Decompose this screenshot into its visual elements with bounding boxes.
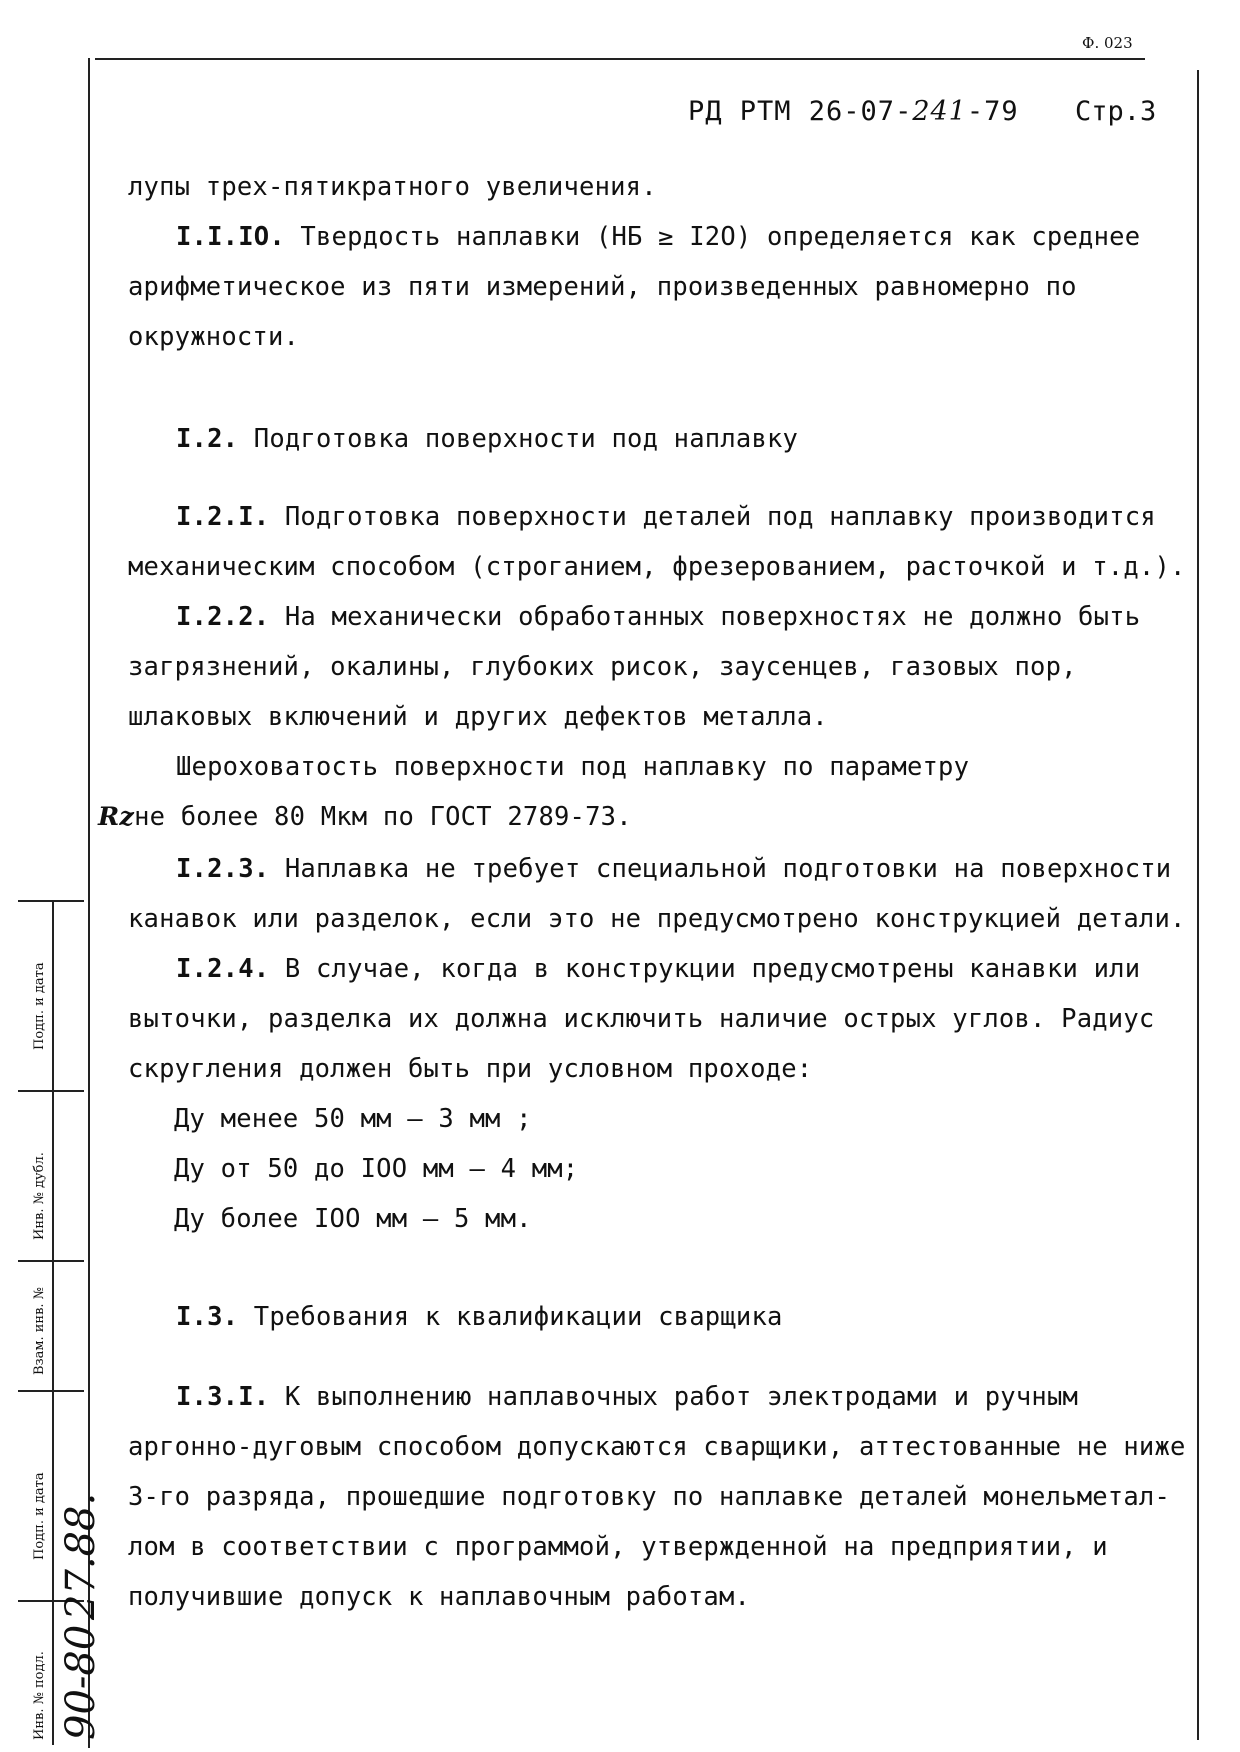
- doc-suffix: -79: [966, 96, 1019, 127]
- clause-text: Твердость наплавки (НБ ≥ I2O) определяется как среднее: [284, 222, 1141, 252]
- clause-text: К выполнению наплавочных работ электродами и ручным: [269, 1382, 1079, 1412]
- frame-top-border: [95, 58, 1145, 60]
- form-code: Ф. 023: [1082, 34, 1133, 52]
- stamp-row-border: [18, 1390, 84, 1392]
- text-line: [176, 1382, 1078, 1412]
- text-line: [176, 222, 1140, 252]
- text-line: лупы трех-пятикратного увеличения.: [128, 172, 657, 202]
- text-line: лом в соответствии с программой, утвержденной на предприятии, и: [128, 1532, 1108, 1562]
- section-heading: [176, 1302, 783, 1332]
- clause-text: не более 80 Мкм по ГОСТ 2789-73.: [134, 802, 632, 832]
- section-title: Требования к квалификации сварщика: [238, 1302, 783, 1332]
- text-line: арифметическое из пяти измерений, произведенных равномерно по: [128, 272, 1077, 302]
- text-line: Шероховатость поверхности под наплавку по параметру: [176, 752, 970, 782]
- text-line: 3-го разряда, прошедшие подготовку по наплавке деталей монельметал-: [128, 1482, 1171, 1512]
- page-number: [1075, 96, 1156, 127]
- roughness-param: Rz: [98, 802, 135, 832]
- text-line: шлаковых включений и других дефектов металла.: [128, 702, 828, 732]
- text-line: канавок или разделок, если это не предусмотрено конструкцией детали.: [128, 904, 1186, 934]
- clause-number: I.2.3.: [176, 854, 270, 884]
- text-line: [176, 602, 1140, 632]
- page-label: Стр.: [1075, 96, 1141, 127]
- clause-text: На механически обработанных поверхностях не должно быть: [269, 602, 1141, 632]
- list-item: Ду более IOO мм – 5 мм.: [174, 1204, 532, 1234]
- clause-text: Подготовка поверхности деталей под наплавку производится: [269, 502, 1156, 532]
- section-heading: [176, 424, 798, 454]
- text-line: [176, 954, 1140, 984]
- clause-text: Наплавка не требует специальной подготовки на поверхности: [269, 854, 1172, 884]
- section-number: I.3.: [176, 1302, 239, 1332]
- section-number: I.2.: [176, 424, 239, 454]
- list-item: Ду от 50 до IOO мм – 4 мм;: [174, 1154, 579, 1184]
- doc-number: 241: [912, 96, 967, 127]
- frame-right-border: [1197, 70, 1199, 1740]
- text-line: окружности.: [128, 322, 300, 352]
- text-line: [176, 854, 1171, 884]
- stamp-row-border: [18, 900, 84, 902]
- doc-prefix: РД РТМ 26-07-: [688, 96, 913, 127]
- text-line: выточки, разделка их должна исключить наличие острых углов. Радиус: [128, 1004, 1155, 1034]
- stamp-row-border: [18, 1090, 84, 1092]
- text-line: получившие допуск к наплавочным работам.: [128, 1582, 751, 1612]
- clause-number: I.3.I.: [176, 1382, 270, 1412]
- stamp-divider: [52, 900, 54, 1745]
- list-item: Ду менее 50 мм – 3 мм ;: [174, 1104, 532, 1134]
- stamp-label-duplicate-inv: Инв. № дубл.: [32, 1152, 47, 1240]
- clause-number: I.I.IO.: [176, 222, 285, 252]
- clause-number: I.2.2.: [176, 602, 270, 632]
- document-code: [688, 96, 1019, 127]
- text-line: загрязнений, окалины, глубоких рисок, заусенцев, газовых пор,: [128, 652, 1077, 682]
- text-line: скругления должен быть при условном проходе:: [128, 1054, 813, 1084]
- section-title: Подготовка поверхности под наплавку: [238, 424, 799, 454]
- handwritten-inventory-number: 90-80: [58, 1624, 104, 1740]
- text-line: механическим способом (строганием, фрезерованием, расточкой и т.д.).: [128, 552, 1186, 582]
- stamp-label-signature-date: Подп. и дата: [32, 962, 47, 1050]
- stamp-row-border: [18, 1260, 84, 1262]
- stamp-label-replacement-inv: Взам. инв. №: [32, 1287, 47, 1375]
- clause-number: I.2.I.: [176, 502, 270, 532]
- handwritten-date: 27.88.: [58, 1492, 104, 1620]
- text-line: [98, 802, 632, 832]
- text-line: [176, 502, 1156, 532]
- stamp-label-original-inv: Инв. № подл.: [32, 1651, 47, 1740]
- page-value: 3: [1140, 96, 1157, 127]
- clause-text: В случае, когда в конструкции предусмотрены канавки или: [269, 954, 1141, 984]
- stamp-label-signature-date: Подп. и дата: [32, 1472, 47, 1560]
- text-line: аргонно-дуговым способом допускаются сварщики, аттестованные не ниже: [128, 1432, 1186, 1462]
- clause-number: I.2.4.: [176, 954, 270, 984]
